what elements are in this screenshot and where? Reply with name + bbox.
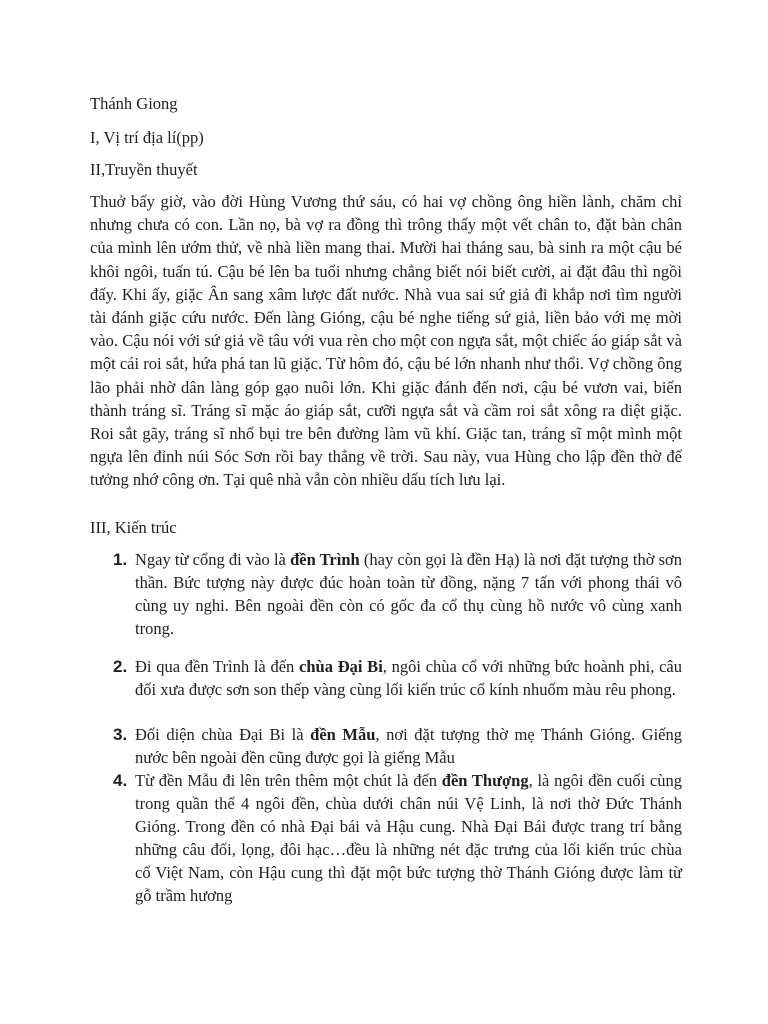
list-item-text: Ngay từ cổng đi vào là đền Trình (hay còn gọi là đền Hạ) là nơi đặt tượng thờ sơn thần. Bức tượng này được đúc hoàn toàn từ đồng, nặng 7 tấn với phong thái vô cùng uy nghi. Bên ngoài đền còn có gốc đa cổ thụ cùng hồ nước vô cùng xanh trong. — [135, 550, 683, 638]
list-item-highlight: đền Thượng — [441, 771, 529, 790]
list-item — [90, 548, 682, 640]
legend-paragraph: Thuở bấy giờ, vào đời Hùng Vương thứ sáu, có hai vợ chồng ông hiền lành, chăm chỉ nhưng chưa có con. Lần nọ, bà vợ ra đồng thì trông thấy một vết chân to, đặt bàn chân của mình lên ướm thử, về nhà liền mang thai. Mười hai tháng sau, bà sinh ra một cậu bé khôi ngôi, tuấn tú. Cậu bé lên ba tuổi nhưng chẳng biết nói biết cười, ai đặt đâu thì ngồi đấy. Khi ấy, giặc Ân sang xâm lược đất nước. Nhà vua sai sứ giả đi khắp nơi tìm người tài đánh giặc cứu nước. Đến làng Gióng, cậu bé nghe tiếng sứ giả, liền bảo với mẹ mời vào. Cậu nói với sứ giả về tâu với vua rèn cho một con ngựa sắt, một chiếc áo giáp sắt và một cái roi sắt, hứa phá tan lũ giặc. Từ hôm đó, cậu bé lớn nhanh như thổi. Vợ chồng ông lão phải nhờ dân làng góp gạo nuôi lớn. Khi giặc đánh đến nơi, cậu bé vươn vai, biến thành tráng sĩ. Tráng sĩ mặc áo giáp sắt, cưỡi ngựa sắt và cầm roi sắt xông ra diệt giặc. Roi sắt gãy, tráng sĩ nhổ bụi tre bên đường làm vũ khí. Giặc tan, tráng sĩ một mình một ngựa lên đỉnh núi Sóc Sơn rồi bay thẳng về trời. Sau này, vua Hùng cho lập đền thờ để tưởng nhớ công ơn. Tại quê nhà vẫn còn nhiều dấu tích lưu lại. — [90, 192, 682, 490]
list-item-highlight: chùa Đại Bi — [299, 657, 383, 676]
section-heading-location: I, Vị trí địa lí(pp) — [90, 128, 204, 147]
list-item-number: 2. — [113, 657, 128, 676]
list-item — [90, 723, 682, 769]
list-item-text: Từ đền Mẫu đi lên trên thêm một chút là đến đền Thượng, là ngôi đền cuối cùng trong quần thể 4 ngôi đền, chùa dưới chân núi Vệ Linh, là nơi thờ Đức Thánh Gióng. Trong đền có nhà Đại bái và Hậu cung. Nhà Đại Bái được trang trí bằng những câu đối, lọng, đôi hạc…đều là những nét đặc trưng của lối kiến trúc chùa cổ Việt Nam, còn Hậu cung thì đặt một bức tượng thờ Thánh Gióng được làm từ gỗ trầm hương — [135, 771, 682, 905]
list-item-number: 1. — [113, 550, 128, 569]
list-item-highlight: đền Trình — [290, 550, 360, 569]
list-item-number: 4. — [113, 771, 128, 790]
list-item — [90, 769, 682, 907]
list-item-highlight: đền Mẫu — [310, 725, 376, 744]
list-item-text: Đi qua đền Trình là đến chùa Đại Bi, ngôi chùa cổ với những bức hoành phi, câu đối xưa được sơn son thếp vàng cùng lối kiến trúc cổ kính nhuốm màu rêu phong. — [135, 657, 682, 699]
list-item — [90, 655, 682, 701]
section-heading-architecture: III, Kiến trúc — [90, 518, 177, 537]
list-item-text: Đối diện chùa Đại Bi là đền Mẫu, nơi đặt tượng thờ mẹ Thánh Gióng. Giếng nước bên ngoài đền cũng được gọi là giếng Mẫu — [135, 725, 682, 767]
document-title: Thánh Giong — [90, 94, 178, 113]
list-item-number: 3. — [113, 725, 128, 744]
section-heading-legend: II,Truyền thuyết — [90, 160, 198, 179]
